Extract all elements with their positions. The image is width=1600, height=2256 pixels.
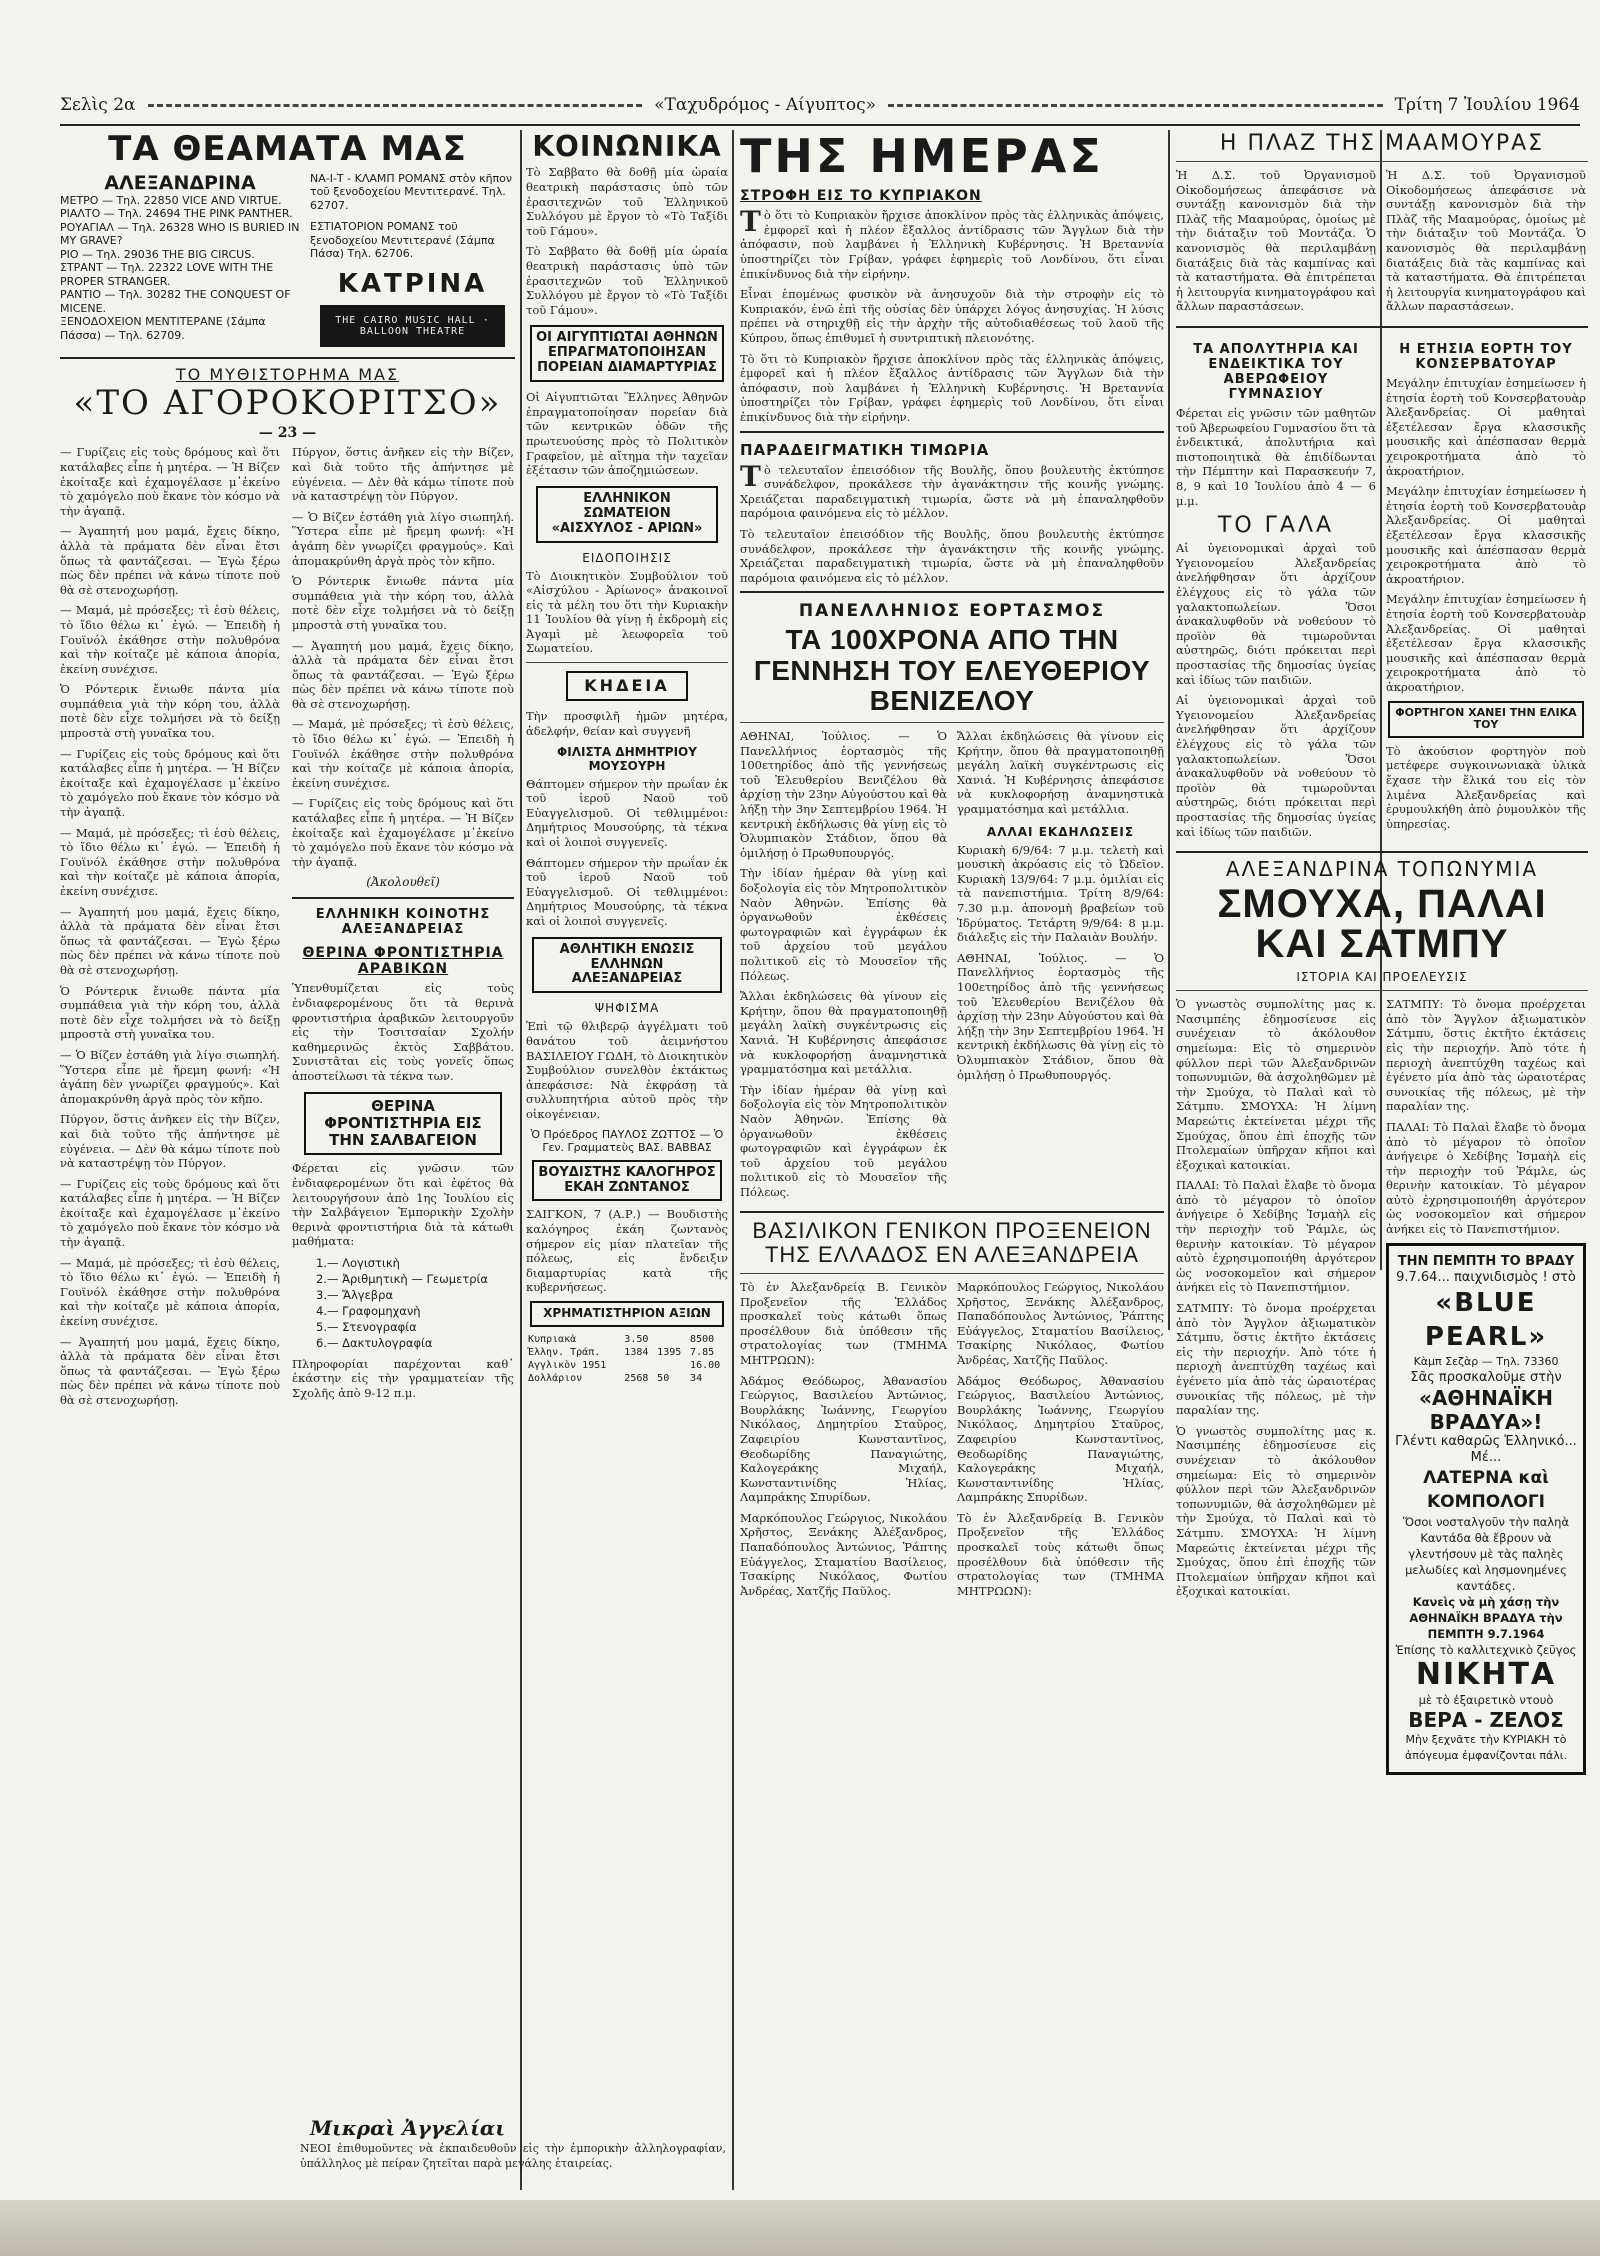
classifieds-body (300, 2142, 726, 2177)
section-divider (1176, 851, 1588, 853)
day-paragraph: Κυριακὴ 6/9/64: 7 μ.μ. τελετὴ καὶ μουσικὴ ἀκρόασις εἰς τὸ Ὠδεῖον. Κυριακὴ 13/9/64: 7 μ.μ. ὁμιλίαι εἰς τὰ πανεπιστήμια. Τρίτη 8/9/64: 7.30 μ.μ. ἀπονομὴ βραβείων τοῦ Ἱδρύματος. Τετάρτη 9/9/64: 8 μ.μ. διάλεξις εἰς τὴν Παλαιὰν Βουλήν. (957, 842, 1164, 945)
novel-paragraph: — Ὁ Βίζεν ἐστάθη γιὰ λίγο σιωπηλή. Ὕστερα εἶπε μὲ ἤρεμη φωνή: «Ἡ ἀγάπη δὲν γνωρίζει φραγμούς». Καὶ ἀπομακρύνθη ἀργὰ πρὸς τὸν κῆπο. (292, 509, 514, 568)
novel-paragraph: — Ὁ Βίζεν ἐστάθη γιὰ λίγο σιωπηλή. Ὕστερα εἶπε μὲ ἤρεμη φωνή: «Ἡ ἀγάπη δὲν γνωρίζει φραγμούς». Καὶ ἀπομακρύνθη ἀργὰ πρὸς τὸν κῆπο. (60, 1047, 280, 1106)
novel-paragraph: Πύργον, ὅστις ἀνῆκεν εἰς τὴν Βίζεν, καὶ διὰ τοῦτο τῆς ἀπήντησε μὲ εὐγένεια. — Δὲν θὰ κάμω τίποτε ποὺ νὰ καταστρέψῃ τὸν Πύργον. (60, 1112, 280, 1171)
social-paragraph: Θάπτομεν σήμερον τὴν πρωΐαν ἐκ τοῦ ἱεροῦ Ναοῦ τοῦ Εὐαγγελισμοῦ. Οἱ τεθλιμμένοι: Δημήτριος Μουσούρης, τὰ τέκνα καὶ οἱ λοιποὶ συγγενεῖς. (526, 855, 728, 928)
milk-headline: ΤΟ ΓΑΛΑ (1217, 513, 1335, 539)
novel-continued: (Ἀκολουθεῖ) (366, 875, 440, 890)
section-divider (740, 591, 1164, 593)
stock-cell (655, 1333, 688, 1346)
novel-paragraph: — Γυρίζεις εἰς τοὺς δρόμους καὶ ὅτι κατάλαβες εἶπε ἡ μητέρα. — Ἡ Βίζεν ἐκοίταξε καὶ ἐχαμογέλασε μ᾽ἐκείνο τὸ χαμόγελο ποὺ ἔκανε τὸν κόσμο νὰ τὴν ἀγαπᾷ. (60, 445, 280, 518)
day-paragraph: Ἄλλαι ἐκδηλώσεις θὰ γίνουν εἰς Κρήτην, ὅπου θὰ πραγματοποιηθῇ μεγάλη λαϊκὴ συγκέντρωσις εἰς Χανιά. Ἡ Κυβέρνησις ἀπεφάσισε νὰ κυκλοφορήσῃ ἀναμνηστικὰ γραμματόσημα καὶ μετάλλια. (740, 989, 947, 1077)
section-divider (1176, 990, 1588, 991)
venizelos-headline: ΤΑ 100ΧΡΟΝΑ ΑΠΟ ΤΗΝ ΓΕΝΝΗΣΗ ΤΟΥ ΕΛΕΥΘΕΡΙΟΥ ΒΕΝΙΖΕΛΟΥ (753, 624, 1151, 716)
athletic-headline: ΑΘΛΗΤΙΚΗ ΕΝΩΣΙΣ ΕΛΛΗΝΩΝ ΑΛΕΞΑΝΔΡΕΙΑΣ (532, 937, 722, 994)
stock-cell (622, 1359, 655, 1372)
day-paragraph: Εἶναι ἑπομένως φυσικὸν νὰ ἀνησυχοῦν διὰ τὴν στροφὴν εἰς τὸ Κυπριακόν, ἐνῶ ἐπὶ τῆς οὐσίας δὲν ὑπάρχει λόγος ἀνησυχίας. Ἡ λύσις πρέπει νὰ στηριχθῇ εἰς τὴν ἀρχὴν τῆς αὐτοδιαθέσεως τοῦ λαοῦ τῆς Κύπρου, ὅπως ἐπιθυμεῖ ἡ συντριπτικὴ πλειονότης. (740, 287, 1164, 346)
consulate-headline: ΒΑΣΙΛΙΚΟΝ ΓΕΝΙΚΟΝ ΠΡΟΞΕΝΕΙΟΝ ΤΗΣ ΕΛΛΑΔΟΣ ΕΝ ΑΛΕΞΑΝΔΡΕΙΑ (752, 1218, 1152, 1268)
beach-headline: Η ΠΛΑΖ ΤΗΣ ΜΑΑΜΟΥΡΑΣ (1219, 131, 1545, 156)
novel-paragraph: Ὁ Ρόντερικ ἔνιωθε πάντα μία συμπάθεια γιὰ τὴν κόρη του, ἀλλὰ ποτὲ δὲν εἶχε τολμήσει νὰ τὸ δείξῃ μπροστὰ στὴ γυναῖκα του. (60, 682, 280, 741)
stock-cell: 34 (690, 1372, 703, 1384)
section-divider (292, 897, 514, 899)
toponymy-headline: ΣΜΟΥΧΑ, ΠΑΛΑΙ ΚΑΙ ΣΑΤΜΠΥ (1217, 882, 1547, 967)
day-paragraph: Τὸ τελευταῖον ἐπεισόδιον τῆς Βουλῆς, ὅπου βουλευτὴς ἐκτύπησε συνάδελφον, προκάλεσε τὴν ἀγανάκτησιν τῆς κοινῆς γνώμης. Χρειάζεται παραδειγματικὴ τιμωρία, ὥστε νὰ μὴ ἐπαναληφθοῦν παρόμοια φαινόμενα εἰς τὸ μέλλον. (740, 526, 1164, 585)
stock-cell: 7.85 (690, 1346, 715, 1358)
stock-cell: Κυπριακὰ (528, 1333, 577, 1345)
ad-line: Ἐπίσης τὸ καλλιτεχνικὸ ζεῦγος (1395, 1642, 1577, 1657)
header-rule-right (888, 103, 1383, 107)
social-paragraph: Οἱ Αἰγυπτιῶται Ἕλληνες Ἀθηνῶν ἐπραγματοποίησαν πορείαν διὰ τῶν κεντρικῶν ὁδῶν τῆς πρωτευούσης πρὸς τὸ Πολιτικὸν Γραφεῖον, μὲ αἴτημα τὴν ταχεῖαν ἐξέτασιν τῶν ἀποζημιώσεων. (526, 390, 728, 478)
day-paragraph: Ἀδάμος Θεόδωρος, Ἀθανασίου Γεώργιος, Βασιλείου Ἀντώνιος, Βουρλάκης Ἰωάννης, Γεωργίου Νικόλαος, Δημητρίου Σταῦρος, Ζαφειρίου Κωνσταντῖνος, Θεοδωρίδης Παναγιώτης, Καλογεράκης Μιχαήλ, Κωνσταντινίδης Ἠλίας, Λαμπράκης Σπυρίδων. (957, 1373, 1164, 1505)
stock-row (526, 1333, 728, 1346)
social-title: ΚΟΙΝΩΝΙΚΑ (532, 130, 722, 163)
social-paragraph: Τὴν προσφιλῆ ἡμῶν μητέρα, ἀδελφήν, θείαν καὶ συγγενῆ (526, 709, 728, 739)
novel-label: ΤΟ ΜΥΘΙΣΤΟΡΗΜΑ ΜΑΣ (175, 364, 400, 384)
novel-paragraph: — Γυρίζεις εἰς τοὺς δρόμους καὶ ὅτι κατάλαβες εἶπε ἡ μητέρα. — Ἡ Βίζεν ἐκοίταξε καὶ ἐχαμογέλασε μ᾽ἐκείνο τὸ χαμόγελο ποὺ ἔκανε τὸν κόσμο νὰ τὴν ἀγαπᾷ. (60, 746, 280, 820)
social-paragraph: Τὸ Διοικητικὸν Συμβούλιον τοῦ «Αἰσχύλου - Ἀρίωνος» ἀνακοινοῖ εἰς τὰ μέλη του ὅτι τὴν Κυριακὴν 11 Ἰουλίου θὰ γίνῃ ἡ ἐκδρομὴ εἰς Ἀγαμὶ μὲ λεωφορεῖα τοῦ Σωματείου. (526, 568, 728, 656)
ad-performer: ΒΕΡΑ - ΖΕΛΟΣ (1408, 1707, 1564, 1732)
toponymy-paragraph: ΠΑΛΑΙ: Τὸ Παλαὶ ἔλαβε τὸ ὄνομα ἀπὸ τὸ μέγαρον τὸ ὁποῖον ἀνήγειρε ὁ Χεδίβης Ἰσμαὴλ εἰς τὴν περιοχὴν τοῦ Ῥάμλε, ὡς θερινὴν κατοικίαν. Τὸ μέγαρον αὐτὸ ἐχρησιμοποιήθη ἀργότερον ὡς νοσοκομεῖον καὶ σήμερον ἀνήκει εἰς τὸ Πανεπιστήμιον. (1386, 1119, 1586, 1237)
page-header (60, 88, 1580, 122)
chapter-number: — 23 — (258, 425, 317, 442)
ad-line: Κανεὶς νὰ μὴ χάσῃ τὴν ΑΘΗΝΑΪΚΗ ΒΡΑΔΥΑ τὴν ΠΕΜΠΤΗ 9.7.1964 (1409, 1594, 1563, 1641)
listing-item: ΣΤΡΑΝΤ — Τηλ. 22322 LOVE WITH THE PROPER STRANGER. (60, 261, 274, 288)
protest-headline: ΟΙ ΑΙΓΥΠΤΙΩΤΑΙ ΑΘΗΝΩΝ ΕΠΡΑΓΜΑΤΟΠΟΙΗΣΑΝ ΠΟΡΕΙΑΝ ΔΙΑΜΑΡΤΥΡΙΑΣ (530, 325, 724, 382)
subject-item: 4.— Γραφομηχανὴ (316, 1303, 421, 1318)
summer-classes-title: ΘΕΡΙΝΑ ΦΡΟΝΤΙΣΤΗΡΙΑ ΑΡΑΒΙΚΩΝ (302, 945, 504, 978)
listing-item: ΡΙΟ — Τηλ. 29036 THE BIG CIRCUS. (60, 247, 255, 261)
subjects-list (316, 1255, 514, 1351)
cinema-banner-image: THE CAIRO MUSIC HALL · BALLOON THEATRE (320, 305, 505, 347)
toponymy-subtitle: ΙΣΤΟΡΙΑ ΚΑΙ ΠΡΟΕΛΕΥΣΙΣ (1296, 970, 1468, 985)
social-paragraph: Ἐπὶ τῷ θλιβερῷ ἀγγέλματι τοῦ θανάτου τοῦ ἀειμνήστου ΒΑΣΙΛΕΙΟΥ ΓΩΔΗ, τὸ Διοικητικὸν Συμβούλιον συνελθὸν ἐκτάκτως ἀπεφάσισε: Νὰ ἐκφράσῃ τὰ συλλυπητήρια αὐτοῦ πρὸς τὴν οἰκογένειαν. (526, 1019, 728, 1121)
blue-pearl-advert (1386, 1243, 1586, 1775)
ad-line: Μὴν ξεχνᾶτε τὴν ΚΥΡΙΑΚΗ τὸ ἀπόγευμα ἐμφανίζονται πάλι. (1404, 1732, 1568, 1762)
day-paragraph: Τὴν ἰδίαν ἡμέραν θὰ γίνῃ καὶ δοξολογία εἰς τὸν Μητροπολιτικὸν Ναὸν Ἀθηνῶν. Ἐπίσης θὰ ὀργανωθοῦν ἐκθέσεις φωτογραφιῶν καὶ ἐγγράφων ἐκ τοῦ ἀρχείου τοῦ μεγάλου πολιτικοῦ εἰς τὸ Μουσεῖον τῆς Πόλεως. (740, 1082, 947, 1199)
listing-item: ΞΕΝΟΔΟΧΕΙΟΝ ΜΕΝΤΙΤΕΡΑΝΕ (Σάμπα Πάσσα) — Τηλ. 62709. (60, 315, 266, 342)
gymnasium-paragraph: Φέρεται εἰς γνῶσιν τῶν μαθητῶν τοῦ Ἀβερωφείου Γυμνασίου ὅτι τὰ ἐνδεικτικά, ἀπολυτήρια καὶ πιστοποιητικὰ θὰ ἐπιδίδωνται τὴν Πέμπτην καὶ Παρασκευήν 7, 8, 9 καὶ 10 Ἰουλίου ἀπὸ 4 — 6 μ.μ. (1176, 406, 1376, 508)
stock-cell: Ἑλλην. Τράπ. (528, 1346, 601, 1358)
stock-cell (655, 1359, 688, 1372)
novel-paragraph: — Μαμά, μὲ πρόσεξες; τὶ ἐσὺ θέλεις, τὸ ἴδιο θέλω κι᾽ ἐγώ. — Ἐπειδὴ ἡ Γουϊνόλ ἐκάθησε στὴν πολυθρόνα καὶ τὴν κοίταζε μὲ κάποια ἀπορία, ἐκείνη συνέχισε. (60, 1255, 280, 1329)
stock-cell: 1395 (657, 1346, 682, 1358)
novel-paragraph: Ὁ Ρόντερικ ἔνιωθε πάντα μία συμπάθεια γιὰ τὴν κόρη του, ἀλλὰ ποτὲ δὲν εἶχε τολμήσει νὰ τὸ δείξῃ μπροστὰ στὴ γυναῖκα του. (60, 983, 280, 1042)
day-paragraph: Μαρκόπουλος Γεώργιος, Νικολάου Χρῆστος, Ξενάκης Ἀλέξανδρος, Παπαδόπουλος Ἀντώνιος, Ῥάπτης Εὐάγγελος, Σταματίου Βασίλειος, Τσακίρης Νικόλαος, Φωτίου Ἀνδρέας, Χατζῆς Παῦλος. (740, 1510, 947, 1598)
ad-performer: ΝΙΚΗΤΑ (1415, 1656, 1557, 1692)
school-paragraph: Πληροφορίαι παρέχονται καθ᾽ ἑκάστην εἰς τὴν γραμματείαν τῆς Σχολῆς ἀπὸ 9-12 π.μ. (292, 1356, 514, 1401)
ad-venue-name: «BLUE PEARL» (1424, 1287, 1548, 1352)
section-divider (740, 431, 1164, 433)
toponymy-paragraph: ΣΑΤΜΠΥ: Τὸ ὄνομα προέρχεται ἀπὸ τὸν Ἄγγλον ἀξιωματικὸν Σάτμπυ, ὅστις ἐκτῆτο ἐκτάσεις εἰς τὴν περιοχήν. Ἀπὸ τότε ἡ περιοχὴ ἀνεπτύχθη ταχέως καὶ ἐγένετο μία ἀπὸ τὰς ὡραιοτέρας συνοικίας τῆς πόλεως, μὲ τὴν παραλίαν της. (1386, 997, 1586, 1114)
stock-cell: 50 (657, 1372, 670, 1384)
day-title: ΤΗΣ ΗΜΕΡΑΣ (740, 130, 1104, 183)
cyprus-headline: ΣΤΡΟΦΗ ΕΙΣ ΤΟ ΚΥΠΡΙΑΚΟΝ (740, 188, 982, 205)
day-paragraph: Τὸ ὅτι τὸ Κυπριακὸν ἤρχισε ἀποκλίνον πρὸς τὰς ἑλληνικὰς ἀπόψεις, ἐμφορεῖ καὶ ἡ πλέον ἔξαλλος ἀντίδρασις τῶν Ἄγγλων διὰ τὴν ἀπόφασιν, ποὺ λαμβάνει ἡ Ἑλληνικὴ Κυβέρνησις. Ἡ Βρεταννία ὑποστηρίζει τὸν Γρίβαν, γράφει ἐφημερὶς τοῦ Λονδίνου, ὅτι εἶναι ἐπικίνδυνος διὰ τὴν εἰρήνην. (740, 351, 1164, 425)
theatres-title: ΤΑ ΘΕΑΜΑΤΑ ΜΑΣ (108, 130, 467, 169)
ad-line: 9.7.64... παιχνιδισμὸς ! στὸ (1396, 1269, 1576, 1285)
novel-paragraph: — Ἀγαπητή μου μαμά, ἔχεις δίκηο, ἀλλὰ τὰ πράματα δὲν εἶναι ἔτσι ὅπως τὰ φαντάζεσαι. — Ἐγὼ ξέρω πὼς δὲν πρέπει νὰ κάνω τίποτε ποὺ θὰ σὲ στενοχωρήσῃ. (292, 638, 514, 711)
day-paragraph: Τὸ ἐν Ἀλεξανδρείᾳ Β. Γενικὸν Προξενεῖον τῆς Ἑλλάδος προσκαλεῖ τοὺς κάτωθι ὅπως προσέλθουν διὰ ὑπόθεσιν τῆς στρατολογίας των (ΤΜΗΜΑ ΜΗΤΡΩΩΝ): (957, 1510, 1164, 1598)
listing-item: ΕΣΤΙΑΤΟΡΙΟΝ ΡΟΜΑΝΣ τοῦ ξενοδοχείου Μεντιτερανέ (Σάμπα Πάσα) Τηλ. 62706. (310, 220, 495, 261)
school-paragraph: Ὑπενθυμίζεται εἰς τοὺς ἐνδιαφερομένους ὅτι τὰ θερινὰ φροντιστήρια ἀραβικῶν λειτουργοῦν εἰς τὴν Τοσιτσαίαν Σχολήν καθημερινῶς ἐκτὸς Σαββάτου. Συνιστᾶται εἰς τοὺς γονεῖς ὅπως ἀποστείλωσι τὰ τέκνα των. (292, 981, 514, 1083)
ad-address: Κὰμπ Σεζὰρ — Τηλ. 73360 (1413, 1354, 1559, 1368)
community-title: ΕΛΛΗΝΙΚΗ ΚΟΙΝΟΤΗΣ ΑΛΕΞΑΝΔΡΕΙΑΣ (315, 907, 491, 938)
classifieds-title: Μικραὶ Ἀγγελίαι (310, 2116, 505, 2140)
ad-event-title: «ΑΘΗΝΑΪΚΗ ΒΡΑΔΥΑ»! (1418, 1385, 1554, 1434)
day-paragraph: Τὸ ἐν Ἀλεξανδρείᾳ Β. Γενικὸν Προξενεῖον τῆς Ἑλλάδος προσκαλεῖ τοὺς κάτωθι ὅπως προσέλθουν διὰ ὑπόθεσιν τῆς στρατολογίας των (ΤΜΗΜΑ ΜΗΤΡΩΩΝ): (740, 1279, 947, 1367)
day-paragraph: ΑΘΗΝΑΙ, Ἰούλιος. — Ὁ Πανελλήνιος ἑορτασμὸς τῆς 100ετηρίδος ἀπὸ τῆς γεννήσεως τοῦ Ἐλευθερίου Βενιζέλου θὰ ἀρχίσῃ τὴν 23ην Αὐγούστου καὶ θὰ λήξῃ τὴν 3ην Σεπτεμβρίου 1964. Ἡ κεντρικὴ ἐκδήλωσις θὰ γίνῃ εἰς τὸ Ὀλυμπιακὸν Στάδιον, ὅπου θὰ ὁμιλήσῃ ὁ Πρωθυπουργός. (740, 729, 947, 860)
novel-paragraph: — Μαμά, μὲ πρόσεξες; τὶ ἐσὺ θέλεις, τὸ ἴδιο θέλω κι᾽ ἐγώ. — Ἐπειδὴ ἡ Γουϊνόλ ἐκάθησε στὴν πολυθρόνα καὶ τὴν κοίταζε μὲ κάποια ἀπορία, ἐκείνη συνέχισε. (60, 825, 280, 898)
listing-item: ΡΟΥΑΓΙΑΛ — Τηλ. 26328 WHO IS BURIED IN MY GRAVE? (60, 220, 300, 248)
conservatory-paragraph: Μεγάλην ἐπιτυχίαν ἐσημείωσεν ἡ ἐτησία ἑορτὴ τοῦ Κονσερβατουὰρ Ἀλεξανδρείας. Οἱ μαθηταὶ ἐξετέλεσαν ἔργα κλασσικῆς μουσικῆς καὶ ἀπέσπασαν θερμὰ χειροκροτήματα ἀπὸ τὸ ἀκροατήριον. (1386, 484, 1586, 586)
toponymy-paragraph: ΣΑΤΜΠΥ: Τὸ ὄνομα προέρχεται ἀπὸ τὸν Ἄγγλον ἀξιωματικὸν Σάτμπυ, ὅστις ἐκτῆτο ἐκτάσεις εἰς τὴν περιοχήν. Ἀπὸ τότε ἡ περιοχὴ ἀνεπτύχθη ταχέως καὶ ἐγένετο μία ἀπὸ τὰς ὡραιοτέρας συνοικίας τῆς πόλεως, μὲ τὴν παραλίαν της. (1176, 1301, 1376, 1418)
listing-item: ΝΑ-Ι-Τ - ΚΛΑΜΠ ΡΟΜΑΝΣ στὸν κῆπον τοῦ ξενοδοχείου Μεντιτερανέ. Τηλ. 62707. (310, 171, 513, 212)
section-divider (60, 357, 515, 359)
issue-date: Τρίτη 7 Ἰουλίου 1964 (1394, 95, 1580, 115)
classified-text: ΝΕΟΙ ἐπιθυμοῦντες νὰ ἐκπαιδευθοῦν εἰς τὴν ἐμπορικὴν ἀλληλογραφίαν, ὑπάλληλος μὲ πείραν ζητεῖται παρὰ μεγάλης ἑταιρείας. (300, 2142, 726, 2170)
conservatory-paragraph: Μεγάλην ἐπιτυχίαν ἐσημείωσεν ἡ ἐτησία ἑορτὴ τοῦ Κονσερβατουὰρ Ἀλεξανδρείας. Οἱ μαθηταὶ ἐξετέλεσαν ἔργα κλασσικῆς μουσικῆς καὶ ἀπέσπασαν θερμὰ χειροκροτήματα ἀπὸ τὸ ἀκροατήριον. (1386, 592, 1586, 694)
section-divider (740, 1211, 1164, 1213)
milk-paragraph: Αἱ ὑγειονομικαὶ ἀρχαὶ τοῦ Υγειονομείου Ἀλεξανδρείας ἀνελήφθησαν ὅτι ἀρχίζουν ἐλέγχους εἰς τὸ γάλα τῶν γαλακτοπωλείων. Ὅσοι ἀνακαλυφθοῦν νὰ νοθεύουν τὸ προϊὸν θὰ τιμωροῦνται αὐστηρῶς, διότι πρόκειται περὶ προστασίας τῆς δημοσίας ὑγείας καὶ ἰδίως τῶν παιδιῶν. (1176, 693, 1376, 839)
toponymy-paragraph: ΠΑΛΑΙ: Τὸ Παλαὶ ἔλαβε τὸ ὄνομα ἀπὸ τὸ μέγαρον τὸ ὁποῖον ἀνήγειρε ὁ Χεδίβης Ἰσμαὴλ εἰς τὴν περιοχὴν τοῦ Ῥάμλε, ὡς θερινὴν κατοικίαν. Τὸ μέγαρον αὐτὸ ἐχρησιμοποιήθη ἀργότερον ὡς νοσοκομεῖον καὶ σήμερον ἀνήκει εἰς τὸ Πανεπιστήμιον. (1176, 1178, 1376, 1295)
section-divider (1176, 326, 1588, 328)
novel-paragraph: — Ἀγαπητή μου μαμά, ἔχεις δίκηο, ἀλλὰ τὰ πράματα δὲν εἶναι ἔτσι ὅπως τὰ φαντάζεσαι. — Ἐγὼ ξέρω πὼς δὲν πρέπει νὰ κάνω τίποτε ποὺ θὰ σὲ στενοχωρήσῃ. (60, 524, 280, 597)
novel-paragraph: — Γυρίζεις εἰς τοὺς δρόμους καὶ ὅτι κατάλαβες εἶπε ἡ μητέρα. — Ἡ Βίζεν ἐκοίταξε καὶ ἐχαμογέλασε μ᾽ἐκείνο τὸ χαμόγελο ποὺ ἔκανε τὸν κόσμο νὰ τὴν ἀγαπᾷ. (60, 1176, 280, 1250)
section-divider (740, 1273, 1164, 1274)
conservatory-paragraph: Μεγάλην ἐπιτυχίαν ἐσημείωσεν ἡ ἐτησία ἑορτὴ τοῦ Κονσερβατουὰρ Ἀλεξανδρείας. Οἱ μαθηταὶ ἐξετέλεσαν ἔργα κλασσικῆς μουσικῆς καὶ ἀπέσπασαν θερμὰ χειροκροτήματα ἀπὸ τὸ ἀκροατήριον. (1386, 376, 1586, 478)
beach-paragraph: Ἡ Δ.Σ. τοῦ Ὀργανισμοῦ Οἰκοδομήσεως ἀπεφάσισε νὰ συντάξῃ κανονισμὸν διὰ τὴν Πλὰζ τῆς Μααμούρας, ὁμοίως μὲ τὴν διάταξιν τοῦ Μοντάζα. Ὁ κανονισμὸς θὰ περιλαμβάνῃ διατάξεις διὰ τὰς καμπίνας καὶ τὰ καταστήματα. Θὰ ἐπιτρέπεται ἡ λειτουργία κινηματογράφου καὶ ἄλλων παραστάσεων. (1386, 168, 1586, 314)
stock-row (526, 1359, 728, 1372)
novel-paragraph: — Ἀγαπητή μου μαμά, ἔχεις δίκηο, ἀλλὰ τὰ πράματα δὲν εἶναι ἔτσι ὅπως τὰ φαντάζεσαι. — Ἐγὼ ξέρω πὼς δὲν πρέπει νὰ κάνω τίποτε ποὺ θὰ σὲ στενοχωρήσῃ. (60, 904, 280, 977)
freighter-paragraph: Τὸ ἀκούσιον φορτηγὸν ποὺ μετέφερε συγκοινωνιακὰ ὑλικὰ ἔχασε τὴν ἕλικά του εἰς τὸν λιμένα Ἀλεξανδρείας καὶ ἐρυμουλκήθη ἀπὸ ῥυμουλκὸν τῆς ὑπηρεσίας. (1386, 743, 1586, 831)
subject-item: 3.— Ἄλγεβρα (316, 1287, 394, 1302)
novel-paragraph: — Ἀγαπητή μου μαμά, ἔχεις δίκηο, ἀλλὰ τὰ πράματα δὲν εἶναι ἔτσι ὅπως τὰ φαντάζεσαι. — Ἐγὼ ξέρω πὼς δὲν πρέπει νὰ κάνω τίποτε ποὺ θὰ σὲ στενοχωρήσῃ. (60, 1334, 280, 1407)
punishment-headline: ΠΑΡΑΔΕΙΓΜΑΤΙΚΗ ΤΙΜΩΡΙΑ (740, 440, 990, 459)
social-paragraph: Τὸ Σαββατο θὰ δοθῇ μία ὡραία θεατρικὴ παράστασις ὑπὸ τῶν ἐρασιτεχνῶν τοῦ Ἑλληνικοῦ Συλλόγου μὲ ἔργον τὸ «Τὸ Ταξίδι τοῦ Γάμου». (526, 244, 728, 317)
stock-cell: 3.50 (624, 1333, 649, 1345)
paper-name: «Ταχυδρόμος - Αίγυπτος» (654, 95, 877, 115)
celebration-label: ΠΑΝΕΛΛΗΝΙΟΣ ΕΟΡΤΑΣΜΟΣ (798, 601, 1106, 622)
page-number: Σελὶς 2α (60, 95, 136, 115)
events-headline: ΑΛΛΑΙ ΕΚΔΗΛΩΣΕΙΣ (986, 824, 1135, 839)
beach-paragraph: Ἡ Δ.Σ. τοῦ Ὀργανισμοῦ Οἰκοδομήσεως ἀπεφάσισε νὰ συντάξῃ κανονισμὸν διὰ τὴν Πλὰζ τῆς Μααμούρας, ὁμοίως μὲ τὴν διάταξιν τοῦ Μοντάζα. Ὁ κανονισμὸς θὰ περιλαμβάνῃ διατάξεις διὰ τὰς καμπίνας καὶ τὰ καταστήματα. Θὰ ἐπιτρέπεται ἡ λειτουργία κινηματογράφου καὶ ἄλλων παραστάσεων. (1176, 168, 1376, 314)
listing-item: ΡΑΝΤΙΟ — Τηλ. 30282 THE CONQUEST OF MICENE. (60, 288, 291, 315)
ad-line: Ὅσοι νοσταλγοῦν τὴν παληὰ Καντάδα θὰ ἔβρουν νὰ γλεντήσουν μὲ τὰς παληὲς μελωδίες καὶ λησμονημένες καντάδες. (1402, 1514, 1570, 1593)
social-paragraph: Θάπτομεν σήμερον τὴν πρωΐαν ἐκ τοῦ ἱεροῦ Ναοῦ τοῦ Εὐαγγελισμοῦ. Οἱ τεθλιμμένοι: Δημήτριος Μουσούρης, τὰ τέκνα καὶ οἱ λοιποὶ συγγενεῖς. (526, 776, 728, 850)
day-column (740, 130, 1164, 2190)
social-column (526, 130, 728, 2190)
column-rule (520, 130, 522, 2190)
society-headline: ΕΛΛΗΝΙΚΟΝ ΣΩΜΑΤΕΙΟΝ «ΑΙΣΧΥΛΟΣ - ΑΡΙΩΝ» (536, 486, 718, 543)
section-divider (526, 662, 728, 663)
left-column (60, 130, 515, 2190)
day-paragraph: Τὸ ὅτι τὸ Κυπριακὸν ἤρχισε ἀποκλίνον πρὸς τὰς ἑλληνικὰς ἀπόψεις, ἐμφορεῖ καὶ ἡ πλέον ἔξαλλος ἀντίδρασις τῶν Ἄγγλων διὰ τὴν ἀπόφασιν, ποὺ λαμβάνει ἡ Ἑλληνικὴ Κυβέρνησις. Ἡ Βρεταννία ὑποστηρίζει τὸν Γρίβαν, γράφει ἐφημερὶς τοῦ Λονδίνου, ὅτι εἶναι ἐπικίνδυνος διὰ τὴν εἰρήνην. (740, 205, 1164, 281)
novel-paragraph: Ὁ Ρόντερικ ἔνιωθε πάντα μία συμπάθεια γιὰ τὴν κόρη του, ἀλλὰ ποτὲ δὲν εἶχε τολμήσει νὰ τὸ δείξῃ μπροστὰ στὴ γυναῖκα του. (292, 574, 514, 632)
novel-paragraph: — Μαμά, μὲ πρόσεξες; τὶ ἐσὺ θέλεις, τὸ ἴδιο θέλω κι᾽ ἐγώ. — Ἐπειδὴ ἡ Γουϊνόλ ἐκάθησε στὴν πολυθρόνα καὶ τὴν κοίταζε μὲ κάποια ἀπορία, ἐκείνη συνέχισε. (292, 717, 514, 790)
page-bottom-edge (0, 2200, 1600, 2256)
social-paragraph: ΣΑΙΓΚΟΝ, 7 (Α.Ρ.) — Βουδιστὴς καλόγηρος ἐκάη ζωντανὸς σήμερον εἰς μίαν πλατεῖαν τῆς πόλεως, εἰς ἔνδειξιν διαμαρτυρίας κατὰ τῆς κυβερνήσεως. (526, 1207, 728, 1295)
subject-item: 6.— Δακτυλογραφία (316, 1335, 433, 1350)
ad-line: ΤΗΝ ΠΕΜΠΤΗ ΤΟ ΒΡΑΔΥ (1397, 1253, 1575, 1269)
subject-item: 2.— Ἀριθμητικὴ — Γεωμετρία (316, 1271, 489, 1286)
cinema-name: ΚΑΤΡΙΝΑ (337, 268, 488, 299)
athletic-subtitle: ΨΗΦΙΣΜΑ (594, 1001, 660, 1016)
gymnasium-headline: ΤΑ ΑΠΟΛΥΤΗΡΙΑ ΚΑΙ ΕΝΔΕΙΚΤΙΚΑ ΤΟΥ ΑΒΕΡΩΦΕΙΟΥ ΓΥΜΝΑΣΙΟΥ (1193, 342, 1359, 403)
toponymy-label: ΑΛΕΞΑΝΔΡΙΝΑ ΤΟΠΩΝΥΜΙΑ (1225, 857, 1539, 882)
signatures: Ὁ Πρόεδρος ΠΑΥΛΟΣ ΖΩΤΤΟΣ — Ὁ Γεν. Γραμματεὺς ΒΑΣ. ΒΑΒΒΑΣ (530, 1127, 724, 1154)
ad-line: Γλέντι καθαρῶς Ἑλληνικό... Μέ... (1395, 1433, 1577, 1465)
stock-cell: 8500 (690, 1333, 715, 1345)
novel-paragraph: Πύργον, ὅστις ἀνῆκεν εἰς τὴν Βίζεν, καὶ διὰ τοῦτο τῆς ἀπήντησε μὲ εὐγένεια. — Δὲν θὰ κάμω τίποτε ποὺ νὰ καταστρέψῃ τὸν Πύργον. (292, 445, 514, 504)
ad-line: Σᾶς προσκαλοῦμε στὴν (1410, 1369, 1562, 1385)
subject-item: 1.— Λογιστικὴ (316, 1255, 400, 1270)
day-paragraph: Ἀδάμος Θεόδωρος, Ἀθανασίου Γεώργιος, Βασιλείου Ἀντώνιος, Βουρλάκης Ἰωάννης, Γεωργίου Νικόλαος, Δημητρίου Σταῦρος, Ζαφειρίου Κωνσταντῖνος, Θεοδωρίδης Παναγιώτης, Καλογεράκης Μιχαήλ, Κωνσταντινίδης Ἠλίας, Λαμπράκης Σπυρίδων. (740, 1373, 947, 1505)
stock-cell: 16.00 (690, 1359, 721, 1371)
ad-line: μὲ τὸ ἐξαιρετικὸ ντουὸ (1418, 1692, 1554, 1707)
day-paragraph: Μαρκόπουλος Γεώργιος, Νικολάου Χρῆστος, Ξενάκης Ἀλέξανδρος, Παπαδόπουλος Ἀντώνιος, Ῥάπτης Εὐάγγελος, Σταματίου Βασίλειος, Τσακίρης Νικόλαος, Φωτίου Ἀνδρέας, Χατζῆς Παῦλος. (957, 1279, 1164, 1367)
ad-line: ΛΑΤΕΡΝΑ καὶ ΚΟΜΠΟΛΟΓΙ (1423, 1467, 1549, 1512)
listing-item: ΡΙΑΛΤΟ — Τηλ. 24694 THE PINK PANTHER. (60, 207, 293, 221)
subject-item: 5.— Στενογραφία (316, 1319, 417, 1334)
stock-headline: ΧΡΗΜΑΤΙΣΤΗΡΙΟΝ ΑΞΙΩΝ (530, 1301, 724, 1327)
school-paragraph: Φέρεται εἰς γνῶσιν τῶν ἐνδιαφερομένων ὅτι καὶ ἐφέτος θὰ λειτουργήσουν ἀπὸ 1ης Ἰουλίου εἰς τὴν Σαλβάγειον Ἐμπορικὴν Σχολὴν θερινὰ φροντιστήρια διὰ τὰ κάτωθι μαθήματα: (292, 1161, 514, 1249)
toponymy-paragraph: Ὁ γνωστὸς συμπολίτης μας κ. Νασιμπέης ἐδημοσίευσε εἰς συνέχειαν τὸ ἀκόλουθον σημείωμα: Εἰς τὸ σημερινὸν φύλλον περὶ τῶν Ἀλεξανδρινῶν τοπωνυμιῶν, θὰ ἀσχοληθῶμεν μὲ τὴν Σμούχα, τὸ Παλαὶ καὶ τὸ Σάτμπυ. ΣΜΟΥΧΑ: Ἡ λίμνη Μαρεώτις ἐκτείνεται μέχρι τῆς Σμούχας, ὅπου ἐπὶ ἐποχῆς τῶν Πτολεμαίων ὑπῆρχαν κῆποι καὶ ἐξοχικαὶ κατοικίαι. (1176, 997, 1376, 1172)
column-rule (1168, 130, 1170, 1330)
novel-paragraph: — Μαμά, μὲ πρόσεξες; τὶ ἐσὺ θέλεις, τὸ ἴδιο θέλω κι᾽ ἐγώ. — Ἐπειδὴ ἡ Γουϊνόλ ἐκάθησε στὴν πολυθρόνα καὶ τὴν κοίταζε μὲ κάποια ἀπορία, ἐκείνη συνέχισε. (60, 603, 280, 676)
header-divider (60, 124, 1580, 126)
stock-row (526, 1346, 728, 1359)
funeral-headline: ΚΗΔΕΙΑ (566, 671, 688, 701)
stock-table (526, 1333, 728, 1385)
section-divider (740, 722, 1164, 723)
section-divider (1176, 161, 1588, 162)
stock-cell: Αγγλικὸν 1951 (528, 1359, 607, 1371)
monk-headline: ΒΟΥΔΙΣΤΗΣ ΚΑΛΟΓΗΡΟΣ ΕΚΑΗ ΖΩΝΤΑΝΟΣ (532, 1160, 722, 1202)
classifieds-section (300, 2110, 515, 2146)
social-paragraph: Τὸ Σαββατο θὰ δοθῇ μία ὡραία θεατρικὴ παράστασις ὑπὸ τῶν ἐρασιτεχνῶν τοῦ Ἑλληνικοῦ Συλλόγου μὲ ἔργον τὸ «Τὸ Ταξίδι τοῦ Γάμου». (526, 165, 728, 238)
column-rule (732, 130, 734, 2190)
stock-row (526, 1372, 728, 1385)
theatres-city: ΑΛΕΞΑΝΔΡΙΝΑ (104, 171, 256, 194)
listing-item: ΜΕΤΡΟ — Τηλ. 22850 VICE AND VIRTUE. (60, 193, 282, 207)
toponymy-paragraph: Ὁ γνωστὸς συμπολίτης μας κ. Νασιμπέης ἐδημοσίευσε εἰς συνέχειαν τὸ ἀκόλουθον σημείωμα: Εἰς τὸ σημερινὸν φύλλον περὶ τῶν Ἀλεξανδρινῶν τοπωνυμιῶν, θὰ ἀσχοληθῶμεν μὲ τὴν Σμούχα, τὸ Παλαὶ καὶ τὸ Σάτμπυ. ΣΜΟΥΧΑ: Ἡ λίμνη Μαρεώτις ἐκτείνεται μέχρι τῆς Σμούχας, ὅπου ἐπὶ ἐποχῆς τῶν Πτολεμαίων ὑπῆρχαν κῆποι καὶ ἐξοχικαὶ κατοικίαι. (1176, 1423, 1376, 1599)
stock-cell: Δολλάριον (528, 1372, 583, 1384)
header-rule-left (148, 103, 643, 107)
conservatory-headline: Η ΕΤΗΣΙΑ ΕΟΡΤΗ ΤΟΥ ΚΟΝΣΕΡΒΑΤΟΥΑΡ (1399, 342, 1573, 373)
milk-paragraph: Αἱ ὑγειονομικαὶ ἀρχαὶ τοῦ Υγειονομείου Ἀλεξανδρείας ἀνελήφθησαν ὅτι ἀρχίζουν ἐλέγχους εἰς τὸ γάλα τῶν γαλακτοπωλείων. Ὅσοι ἀνακαλυφθοῦν νὰ νοθεύουν τὸ προϊὸν θὰ τιμωροῦνται αὐστηρῶς, διότι πρόκειται περὶ προστασίας τῆς δημοσίας ὑγείας καὶ ἰδίως τῶν παιδιῶν. (1176, 541, 1376, 687)
day-paragraph: Τὴν ἰδίαν ἡμέραν θὰ γίνῃ καὶ δοξολογία εἰς τὸν Μητροπολιτικὸν Ναὸν Ἀθηνῶν. Ἐπίσης θὰ ὀργανωθοῦν ἐκθέσεις φωτογραφιῶν καὶ ἐγγράφων ἐκ τοῦ ἀρχείου τοῦ μεγάλου πολιτικοῦ εἰς τὸ Μουσεῖον τῆς Πόλεως. (740, 866, 947, 983)
day-paragraph: ΑΘΗΝΑΙ, Ἰούλιος. — Ὁ Πανελλήνιος ἑορτασμὸς τῆς 100ετηρίδος ἀπὸ τῆς γεννήσεως τοῦ Ἐλευθερίου Βενιζέλου θὰ ἀρχίσῃ τὴν 23ην Αὐγούστου καὶ θὰ λήξῃ τὴν 3ην Σεπτεμβρίου 1964. Ἡ κεντρικὴ ἐκδήλωσις θὰ γίνῃ εἰς τὸ Ὀλυμπιακὸν Στάδιον, ὅπου θὰ ὁμιλήσῃ ὁ Πρωθυπουργός. (957, 950, 1164, 1082)
freighter-headline: ΦΟΡΤΗΓΟΝ ΧΑΝΕΙ ΤΗΝ ΕΛΙΚΑ ΤΟΥ (1388, 701, 1584, 738)
right-column (1176, 130, 1588, 2190)
salvagion-title: ΘΕΡΙΝΑ ΦΡΟΝΤΙΣΤΗΡΙΑ ΕΙΣ ΤΗΝ ΣΑΛΒΑΓΕΙΟΝ (304, 1092, 502, 1156)
stock-cell: 1384 (624, 1346, 649, 1358)
day-paragraph: Τὸ τελευταῖον ἐπεισόδιον τῆς Βουλῆς, ὅπου βουλευτὴς ἐκτύπησε συνάδελφον, προκάλεσε τὴν ἀγανάκτησιν τῆς κοινῆς γνώμης. Χρειάζεται παραδειγματικὴ τιμωρία, ὥστε νὰ μὴ ἐπαναληφθοῦν παρόμοια φαινόμενα εἰς τὸ μέλλον. (740, 459, 1164, 521)
society-subtitle: ΕΙΔΟΠΟΙΗΣΙΣ (582, 550, 672, 565)
deceased-name: ΦΙΛΙΣΤΑ ΔΗΜΗΤΡΙΟΥ ΜΟΥΣΟΥΡΗ (557, 744, 697, 773)
novel-paragraph: — Γυρίζεις εἰς τοὺς δρόμους καὶ ὅτι κατάλαβες εἶπε ἡ μητέρα. — Ἡ Βίζεν ἐκοίταξε καὶ ἐχαμογέλασε μ᾽ἐκείνο τὸ χαμόγελο ποὺ ἔκανε τὸν κόσμο νὰ τὴν ἀγαπᾷ. (292, 796, 514, 869)
stock-cell: 2568 (624, 1372, 649, 1384)
novel-title: «ΤΟ ΑΓΟΡΟΚΟΡΙΤΣΟ» (73, 382, 502, 423)
day-paragraph: Ἄλλαι ἐκδηλώσεις θὰ γίνουν εἰς Κρήτην, ὅπου θὰ πραγματοποιηθῇ μεγάλη λαϊκὴ συγκέντρωσις εἰς Χανιά. Ἡ Κυβέρνησις ἀπεφάσισε νὰ κυκλοφορήσῃ ἀναμνηστικὰ γραμματόσημα καὶ μετάλλια. (957, 729, 1164, 817)
